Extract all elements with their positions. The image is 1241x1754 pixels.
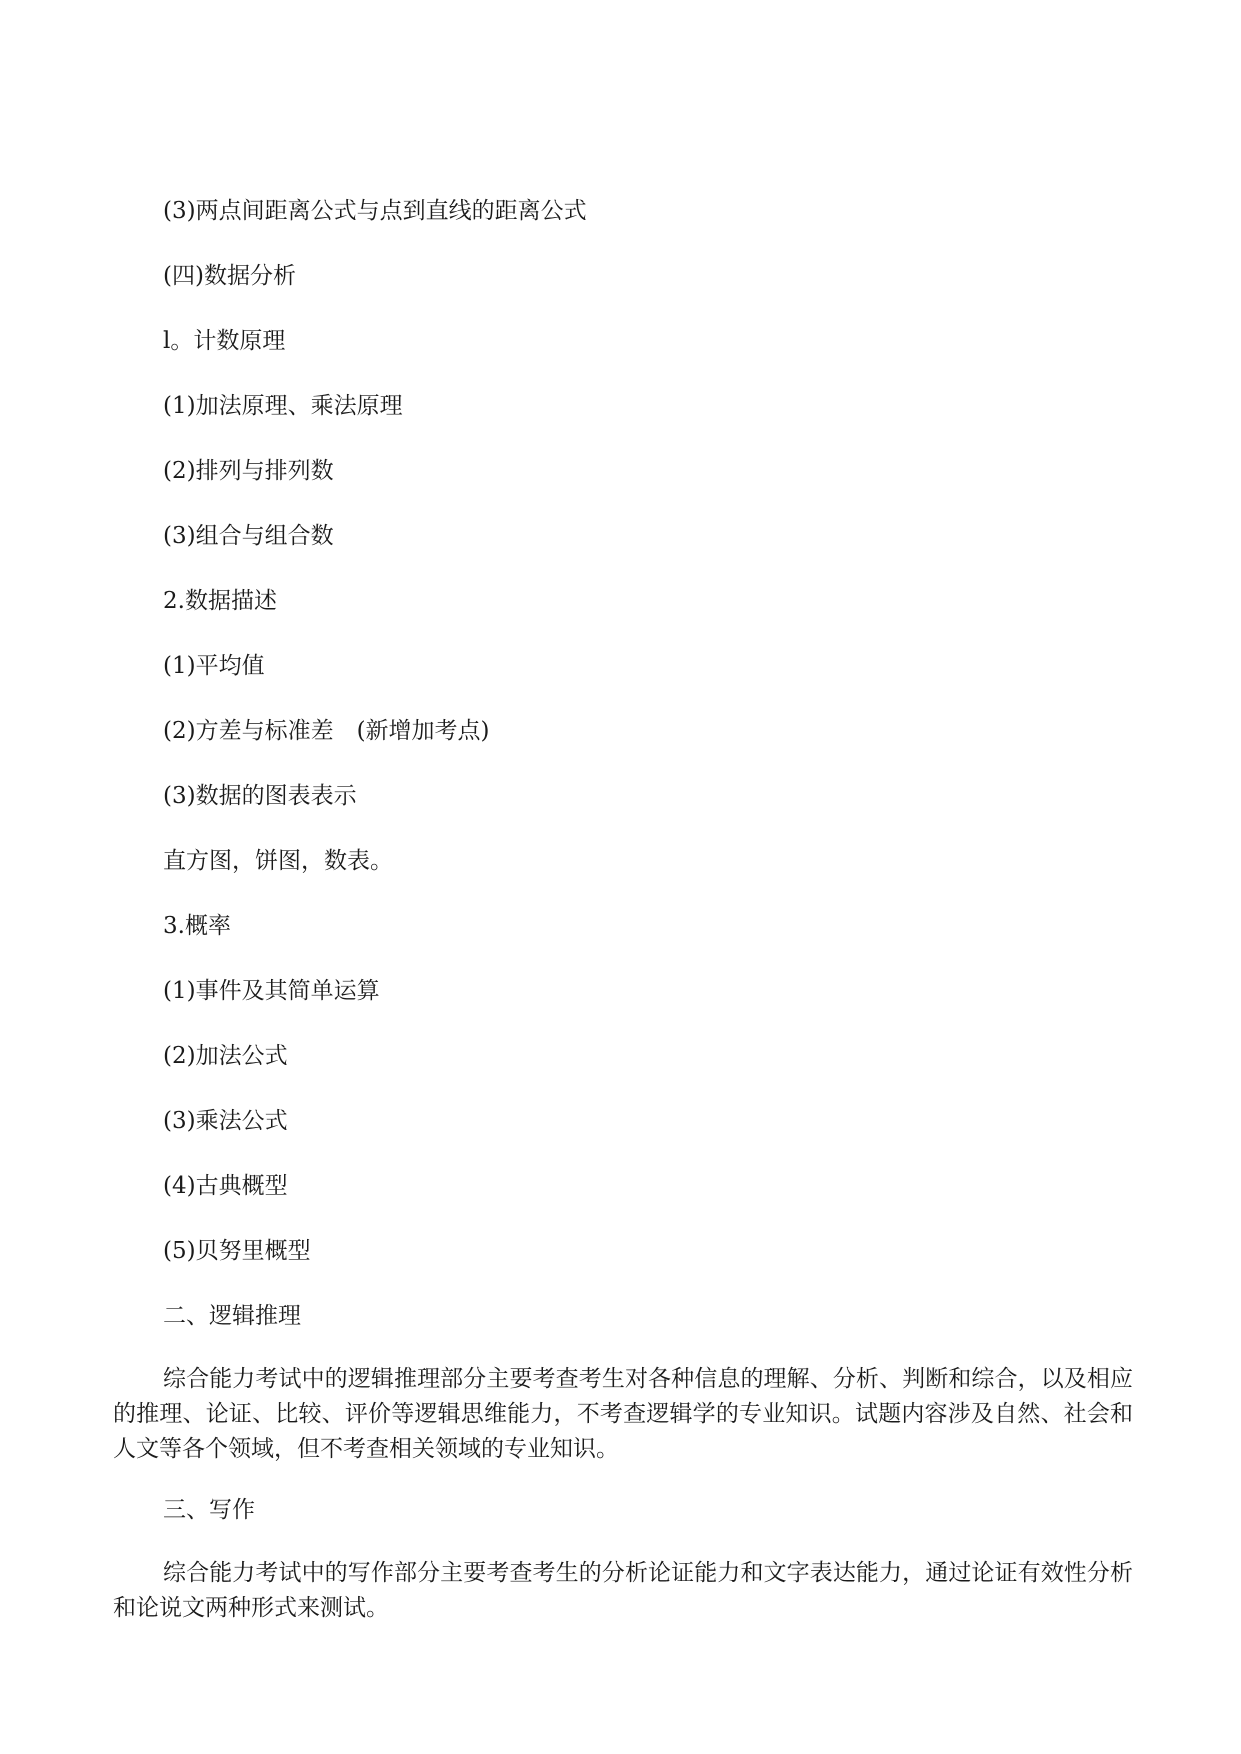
text-line-events: (1)事件及其简单运算 (163, 978, 380, 1004)
text-line-addition-formula: (2)加法公式 (163, 1043, 288, 1069)
text-line-addition-multiplication: (1)加法原理、乘法原理 (163, 393, 403, 419)
paragraph-logic-reasoning: 综合能力考试中的逻辑推理部分主要考查考生对各种信息的理解、分析、判断和综合，以及相应的推理、论证、比较、评价等逻辑思维能力，不考查逻辑学的专业知识。试题内容涉及自然、社会和人文等各个领域，但不考查相关领域的专业知识。 (113, 1366, 1133, 1462)
text-line-chart-types: 直方图，饼图，数表。 (163, 848, 393, 874)
paragraph-writing: 综合能力考试中的写作部分主要考查考生的分析论证能力和文字表达能力，通过论证有效性分析和论说文两种形式来测试。 (113, 1560, 1133, 1621)
text-line-permutation: (2)排列与排列数 (163, 458, 334, 484)
text-line-mean: (1)平均值 (163, 653, 265, 679)
text-line-multiplication-formula: (3)乘法公式 (163, 1108, 288, 1134)
heading-data-description: 2.数据描述 (163, 588, 277, 614)
text-line-distance-formulas: (3)两点间距离公式与点到直线的距离公式 (163, 198, 587, 224)
text-line-chart-representation: (3)数据的图表表示 (163, 783, 357, 809)
heading-counting-principle: l。计数原理 (163, 328, 286, 354)
text-line-classical-probability: (4)古典概型 (163, 1173, 288, 1199)
heading-probability: 3.概率 (163, 913, 231, 939)
text-line-variance: (2)方差与标准差 (新增加考点) (163, 718, 490, 744)
heading-logic-reasoning: 二、逻辑推理 (163, 1303, 301, 1329)
heading-writing: 三、写作 (163, 1497, 255, 1523)
heading-data-analysis: (四)数据分析 (163, 263, 296, 289)
text-line-combination: (3)组合与组合数 (163, 523, 334, 549)
text-line-bernoulli: (5)贝努里概型 (163, 1238, 311, 1264)
